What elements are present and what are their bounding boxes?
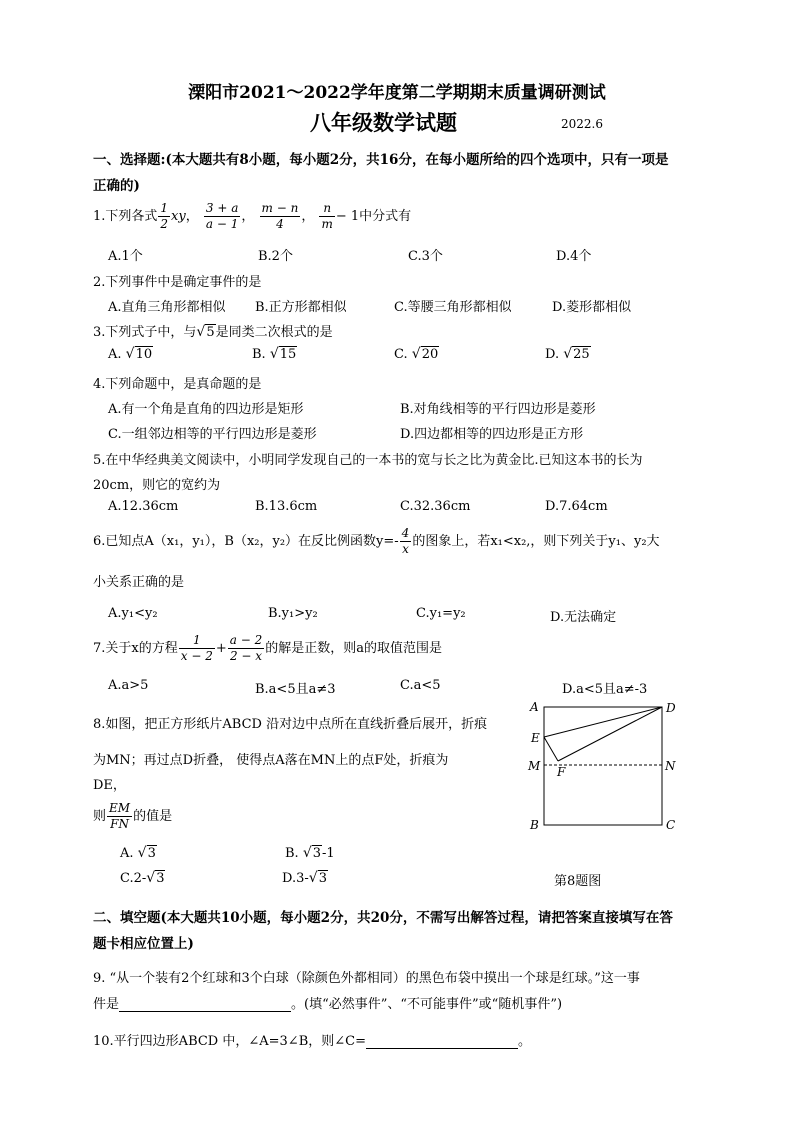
q10-pre: 10.平行四边形ABCD 中，∠A=3∠B，则∠C= bbox=[93, 1034, 366, 1049]
q7-plus: + bbox=[215, 641, 227, 656]
q1-fraction-1 bbox=[158, 201, 170, 232]
section2-heading-line1: 二、填空题(本大题共10小题，每小题2分，共20分，不需写出解答过程，请把答案直接填写在答 bbox=[93, 910, 673, 926]
q8-line1: 8.如图，把正方形纸片ABCD 沿对边中点所在直线折叠后展开，折痕 bbox=[93, 717, 488, 732]
q1-fraction-2 bbox=[204, 201, 240, 232]
q1-f2-num: 3 + a bbox=[205, 201, 239, 215]
q1-f2-den: a − 1 bbox=[205, 217, 239, 231]
q1-sep-2: ， bbox=[241, 209, 255, 224]
q1-sep-1: ， bbox=[185, 209, 199, 224]
q3-option-d: D. √25 bbox=[545, 346, 590, 362]
label-a: A bbox=[530, 700, 539, 714]
q7-fraction-1 bbox=[179, 633, 215, 664]
q8-option-d: D.3-√3 bbox=[282, 870, 327, 886]
q8-d-pre: D.3- bbox=[282, 871, 309, 886]
q1-f3-den: 4 bbox=[276, 217, 284, 231]
q3-b-rad: 15 bbox=[279, 347, 297, 362]
label-b: B bbox=[530, 818, 539, 832]
q5-stem-line1: 5.在中华经典美文阅读中，小明同学发现自己的一本书的宽与长之比为黄金比.已知这本书的长为 bbox=[93, 453, 643, 468]
q8-option-a: A. √3 bbox=[120, 845, 156, 861]
section2-heading-line2: 题卡相应位置上) bbox=[93, 936, 194, 952]
q2-option-d: D.菱形都相似 bbox=[552, 300, 632, 315]
q3-stem bbox=[93, 321, 333, 340]
q8-option-b: B. √3-1 bbox=[285, 845, 335, 861]
q8-line4-post: 的值是 bbox=[133, 809, 173, 824]
q6-fraction bbox=[400, 526, 412, 557]
q3-option-a: A. √10 bbox=[108, 346, 153, 362]
q1-fraction-3 bbox=[260, 201, 301, 232]
q5-option-d: D.7.64cm bbox=[545, 499, 608, 514]
q5-option-b: B.13.6cm bbox=[255, 499, 318, 514]
q8-line2: 为MN；再过点D折叠， 使得点A落在MN上的点F处，折痕为 bbox=[93, 753, 449, 768]
q6-f-den: x bbox=[402, 542, 409, 556]
q3-c-rad: 20 bbox=[421, 347, 439, 362]
section1-heading-line1: 一、选择题:(本大题共有8小题，每小题2分，共16分，在每小题所给的四个选项中，只有一项是 bbox=[93, 152, 669, 168]
q7-option-b: B.a<5且a≠3 bbox=[255, 682, 336, 697]
q3-option-b: B. √15 bbox=[252, 346, 297, 362]
q3-d-pre: D. bbox=[545, 347, 560, 362]
q8-line4 bbox=[93, 800, 172, 834]
q6-stem-line2: 小关系正确的是 bbox=[93, 575, 185, 590]
q6-option-c: C.y₁=y₂ bbox=[416, 606, 466, 621]
line-fd bbox=[558, 707, 662, 761]
q10-post: 。 bbox=[517, 1034, 531, 1049]
q8-f-den: FN bbox=[110, 817, 129, 831]
q7-stem-pre: 7.关于x的方程 bbox=[93, 641, 178, 656]
q1-f4-den: m bbox=[321, 217, 333, 231]
q3-radicand: 5 bbox=[206, 325, 215, 340]
line-ef bbox=[544, 737, 558, 761]
q3-a-pre: A. bbox=[108, 347, 122, 362]
label-f: F bbox=[557, 765, 566, 779]
q1-f4-num: n bbox=[319, 201, 334, 217]
q6-stem-pre: 6.已知点A（x₁，y₁），B（x₂，y₂）在反比例函数y=- bbox=[93, 534, 399, 549]
q9-answer-blank[interactable] bbox=[119, 997, 291, 1012]
q4-option-b: B.对角线相等的平行四边形是菱形 bbox=[400, 402, 596, 417]
q6-stem-line1 bbox=[93, 526, 660, 558]
q1-prefix: 1.下列各式 bbox=[93, 209, 158, 224]
q2-option-b: B.正方形都相似 bbox=[255, 300, 347, 315]
q4-stem: 4.下列命题中，是真命题的是 bbox=[93, 377, 262, 392]
q6-option-a: A.y₁<y₂ bbox=[108, 606, 158, 621]
q8-b-post: -1 bbox=[322, 846, 335, 861]
q1-suffix: − 1中分式有 bbox=[335, 209, 412, 224]
q7-fraction-2 bbox=[228, 633, 264, 664]
q7-f1-num: 1 bbox=[179, 633, 215, 649]
q1-option-d: D.4个 bbox=[556, 249, 592, 264]
q2-option-a: A.直角三角形都相似 bbox=[108, 300, 226, 315]
q1-option-a: A.1个 bbox=[108, 249, 143, 264]
q8-line4-pre: 则 bbox=[93, 809, 107, 824]
q9-line2 bbox=[93, 993, 562, 1012]
q7-f2-num: a − 2 bbox=[229, 633, 263, 647]
label-n: N bbox=[665, 759, 676, 773]
q3-stem-post: 是同类二次根式的是 bbox=[215, 325, 333, 340]
q5-option-c: C.32.36cm bbox=[400, 499, 471, 514]
q7-option-c: C.a<5 bbox=[400, 678, 441, 693]
q6-stem-post: 的图象上，若x₁<x₂,，则下列关于y₁、y₂大 bbox=[412, 534, 660, 549]
q4-option-c: C.一组邻边相等的平行四边形是菱形 bbox=[108, 427, 317, 442]
exam-subtitle: 八年级数学试题 bbox=[310, 110, 457, 135]
q2-stem: 2.下列事件中是确定事件的是 bbox=[93, 275, 262, 290]
q8-b-pre: B. bbox=[285, 846, 299, 861]
line-ed bbox=[544, 707, 662, 737]
q6-option-d: D.无法确定 bbox=[550, 610, 617, 625]
q4-option-a: A.有一个角是直角的四边形是矩形 bbox=[108, 402, 304, 417]
label-m: M bbox=[528, 759, 541, 773]
q3-a-rad: 10 bbox=[135, 347, 153, 362]
q8-line3: DE， bbox=[93, 778, 126, 793]
q8-option-c: C.2-√3 bbox=[120, 870, 165, 886]
label-c: C bbox=[666, 818, 676, 832]
q9-line2-pre: 件是 bbox=[93, 997, 120, 1012]
q8-c-rad: 3 bbox=[156, 871, 165, 886]
q1-f1-num: 1 bbox=[160, 201, 169, 215]
q6-f-num: 4 bbox=[401, 526, 410, 540]
q3-b-pre: B. bbox=[252, 347, 266, 362]
q3-d-rad: 25 bbox=[573, 347, 590, 362]
q3-c-pre: C. bbox=[394, 347, 408, 362]
q5-option-a: A.12.36cm bbox=[108, 499, 179, 514]
q8-a-pre: A. bbox=[120, 846, 134, 861]
q4-option-d: D.四边都相等的四边形是正方形 bbox=[400, 427, 584, 442]
section1-heading-line2: 正确的) bbox=[93, 178, 140, 194]
exam-title: 溧阳市2021～2022学年度第二学期期末质量调研测试 bbox=[188, 83, 606, 103]
q3-stem-pre: 3.下列式子中，与 bbox=[93, 325, 197, 340]
q7-f2-den: 2 − x bbox=[229, 649, 263, 663]
q1-sep-3: ， bbox=[301, 209, 315, 224]
exam-date: 2022.6 bbox=[561, 117, 603, 131]
q9-line1: 9. “从一个装有2个红球和3个白球（除颜色外都相同）的黑色布袋中摸出一个球是红球。”这一事 bbox=[93, 971, 640, 986]
q8-figure bbox=[520, 695, 690, 840]
q1-stem bbox=[93, 201, 411, 233]
q1-f3-num: m − n bbox=[261, 201, 299, 215]
q10-answer-blank[interactable] bbox=[366, 1034, 518, 1049]
q7-option-a: A.a>5 bbox=[108, 678, 149, 693]
q8-a-rad: 3 bbox=[147, 846, 156, 861]
q1-f1-den: 2 bbox=[160, 217, 169, 231]
q8-d-rad: 3 bbox=[318, 871, 327, 886]
q6-option-b: B.y₁>y₂ bbox=[268, 606, 318, 621]
q3-sqrt: √5 bbox=[196, 324, 215, 340]
q9-line2-post: 。(填“必然事件”、“不可能事件”或“随机事件”) bbox=[291, 997, 563, 1012]
label-d: D bbox=[666, 701, 676, 715]
q7-f1-den: x − 2 bbox=[180, 649, 213, 663]
q1-f1-after: xy bbox=[171, 209, 186, 224]
q7-stem bbox=[93, 632, 442, 666]
q7-stem-post: 的解是正数，则a的取值范围是 bbox=[265, 641, 442, 656]
q3-option-c: C. √20 bbox=[394, 346, 439, 362]
q8-f-num: EM bbox=[109, 801, 131, 815]
q5-stem-line2: 20cm，则它的宽约为 bbox=[93, 478, 221, 493]
q8-c-pre: C.2- bbox=[120, 871, 147, 886]
q2-option-c: C.等腰三角形都相似 bbox=[394, 300, 512, 315]
q8-b-rad: 3 bbox=[312, 846, 322, 861]
q1-option-b: B.2个 bbox=[258, 249, 293, 264]
q1-option-c: C.3个 bbox=[408, 249, 443, 264]
q7-option-d: D.a<5且a≠-3 bbox=[562, 682, 648, 697]
q10-stem bbox=[93, 1030, 531, 1049]
label-e: E bbox=[531, 731, 540, 745]
q1-fraction-4 bbox=[319, 201, 334, 232]
q8-figure-caption: 第8题图 bbox=[554, 874, 602, 889]
q8-fraction bbox=[107, 801, 132, 832]
